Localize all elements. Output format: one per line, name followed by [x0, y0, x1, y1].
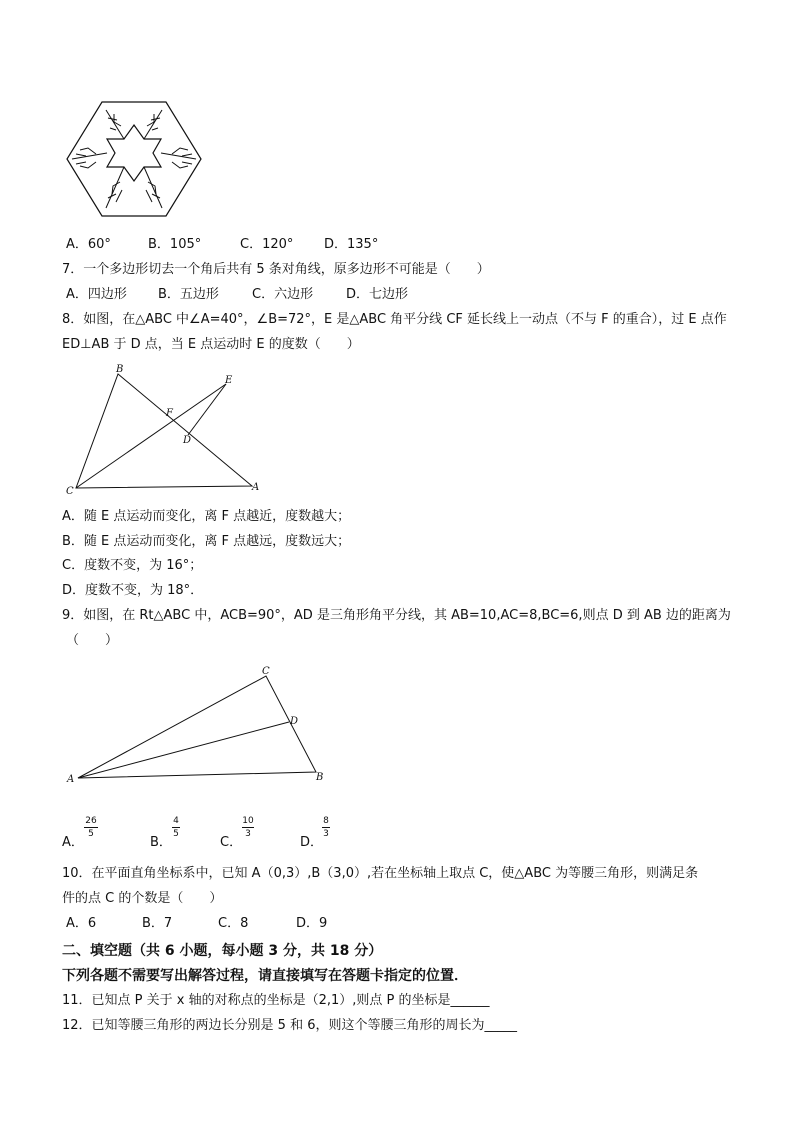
- q8-option-b: B．随 E 点运动而变化，离 F 点越远，度数远大；: [62, 534, 351, 549]
- q9-option-a-letter: A．: [62, 835, 84, 850]
- q9-option-a-num: 26: [85, 816, 97, 826]
- q6-option-a: A．60°: [66, 237, 111, 252]
- q8-stem-line1: 8．如图，在△ABC 中∠A=40°，∠B=72°，E 是△ABC 角平分线 CF 延长线上一动点（不与 F 的重合），过 E 点作: [62, 312, 727, 327]
- q6-option-c: C．120°: [240, 237, 294, 252]
- q9-label-a: A: [67, 774, 75, 785]
- q8-label-e: E: [225, 375, 233, 386]
- q8-label-b: B: [116, 364, 124, 375]
- q9-option-d-letter: D．: [300, 835, 324, 850]
- q10-option-b: B．7: [142, 916, 173, 931]
- q6-option-d: D．135°: [324, 237, 379, 252]
- q10-option-a: A．6: [66, 916, 97, 931]
- q9-label-b: B: [316, 772, 324, 783]
- q9-option-b-fraction: [172, 816, 180, 839]
- section2-instruction: 下列各题不需要写出解答过程，请直接填写在答题卡指定的位置．: [62, 968, 468, 984]
- q9-option-a-fraction: [84, 816, 98, 839]
- q9-option-c-den: 3: [245, 829, 251, 839]
- q6-hexagon-figure: [62, 98, 206, 222]
- q6-option-b: B．105°: [148, 237, 202, 252]
- q7-option-d: D．七边形: [346, 287, 409, 302]
- q9-triangle-figure: [62, 662, 332, 786]
- q9-stem-line2: （ ）: [66, 633, 119, 648]
- q8-label-f: F: [166, 408, 173, 419]
- q6-options: [66, 236, 378, 254]
- q9-label-c: C: [262, 666, 270, 677]
- q11-stem: 11．已知点 P 关于 x 轴的对称点的坐标是（2,1）,则点 P 的坐标是______: [62, 993, 490, 1008]
- q7-option-b: B．五边形: [158, 287, 219, 302]
- q9-option-c-num: 10: [242, 816, 254, 826]
- q8-option-d: D．度数不变，为 18°．: [62, 583, 204, 598]
- q9-option-a-den: 5: [88, 829, 94, 839]
- q9-option-c-fraction: [242, 816, 254, 839]
- q9-option-d-fraction: [322, 816, 330, 839]
- q10-options: [66, 915, 327, 933]
- q9-option-d-num: 8: [323, 816, 329, 826]
- q8-triangle-figure: [62, 362, 272, 498]
- q10-stem-line2: 件的点 C 的个数是（ ）: [62, 891, 223, 906]
- q10-stem-line1: 10．在平面直角坐标系中，已知 A（0,3）,B（3,0）,若在坐标轴上取点 C，使△ABC 为等腰三角形，则满足条: [62, 866, 699, 881]
- q8-option-a: A．随 E 点运动而变化，离 F 点越近，度数越大；: [62, 509, 351, 524]
- q9-option-b-num: 4: [173, 816, 179, 826]
- q9-option-b-den: 5: [173, 829, 179, 839]
- section2-title: 二、填空题（共 6 小题，每小题 3 分，共 18 分）: [62, 943, 383, 959]
- q8-label-c: C: [66, 486, 74, 497]
- q10-option-d: D．9: [296, 916, 328, 931]
- q8-label-a: A: [252, 482, 260, 493]
- q9-stem-line1: 9．如图，在 Rt△ABC 中，ACB=90°，AD 是三角形角平分线，其 AB=10,AC=8,BC=6,则点 D 到 AB 边的距离为: [62, 608, 731, 623]
- q9-option-c-letter: C．: [220, 835, 243, 850]
- q7-option-c: C．六边形: [252, 287, 314, 302]
- q9-options: [62, 814, 362, 854]
- q8-option-c: C．度数不变，为 16°；: [62, 558, 203, 573]
- q7-option-a: A．四边形: [66, 287, 127, 302]
- q7-options: [66, 286, 408, 304]
- q7-stem: 7．一个多边形切去一个角后共有 5 条对角线，原多边形不可能是（ ）: [62, 262, 490, 277]
- q9-label-d: D: [290, 716, 299, 727]
- q9-option-b-letter: B．: [150, 835, 172, 850]
- q12-stem: 12．已知等腰三角形的两边长分别是 5 和 6，则这个等腰三角形的周长为_____: [62, 1018, 517, 1033]
- q9-option-d-den: 3: [323, 829, 329, 839]
- q8-label-d: D: [183, 435, 192, 446]
- q10-option-c: C．8: [218, 916, 249, 931]
- q8-stem-line2: ED⊥AB 于 D 点，当 E 点运动时 E 的度数（ ）: [62, 337, 360, 352]
